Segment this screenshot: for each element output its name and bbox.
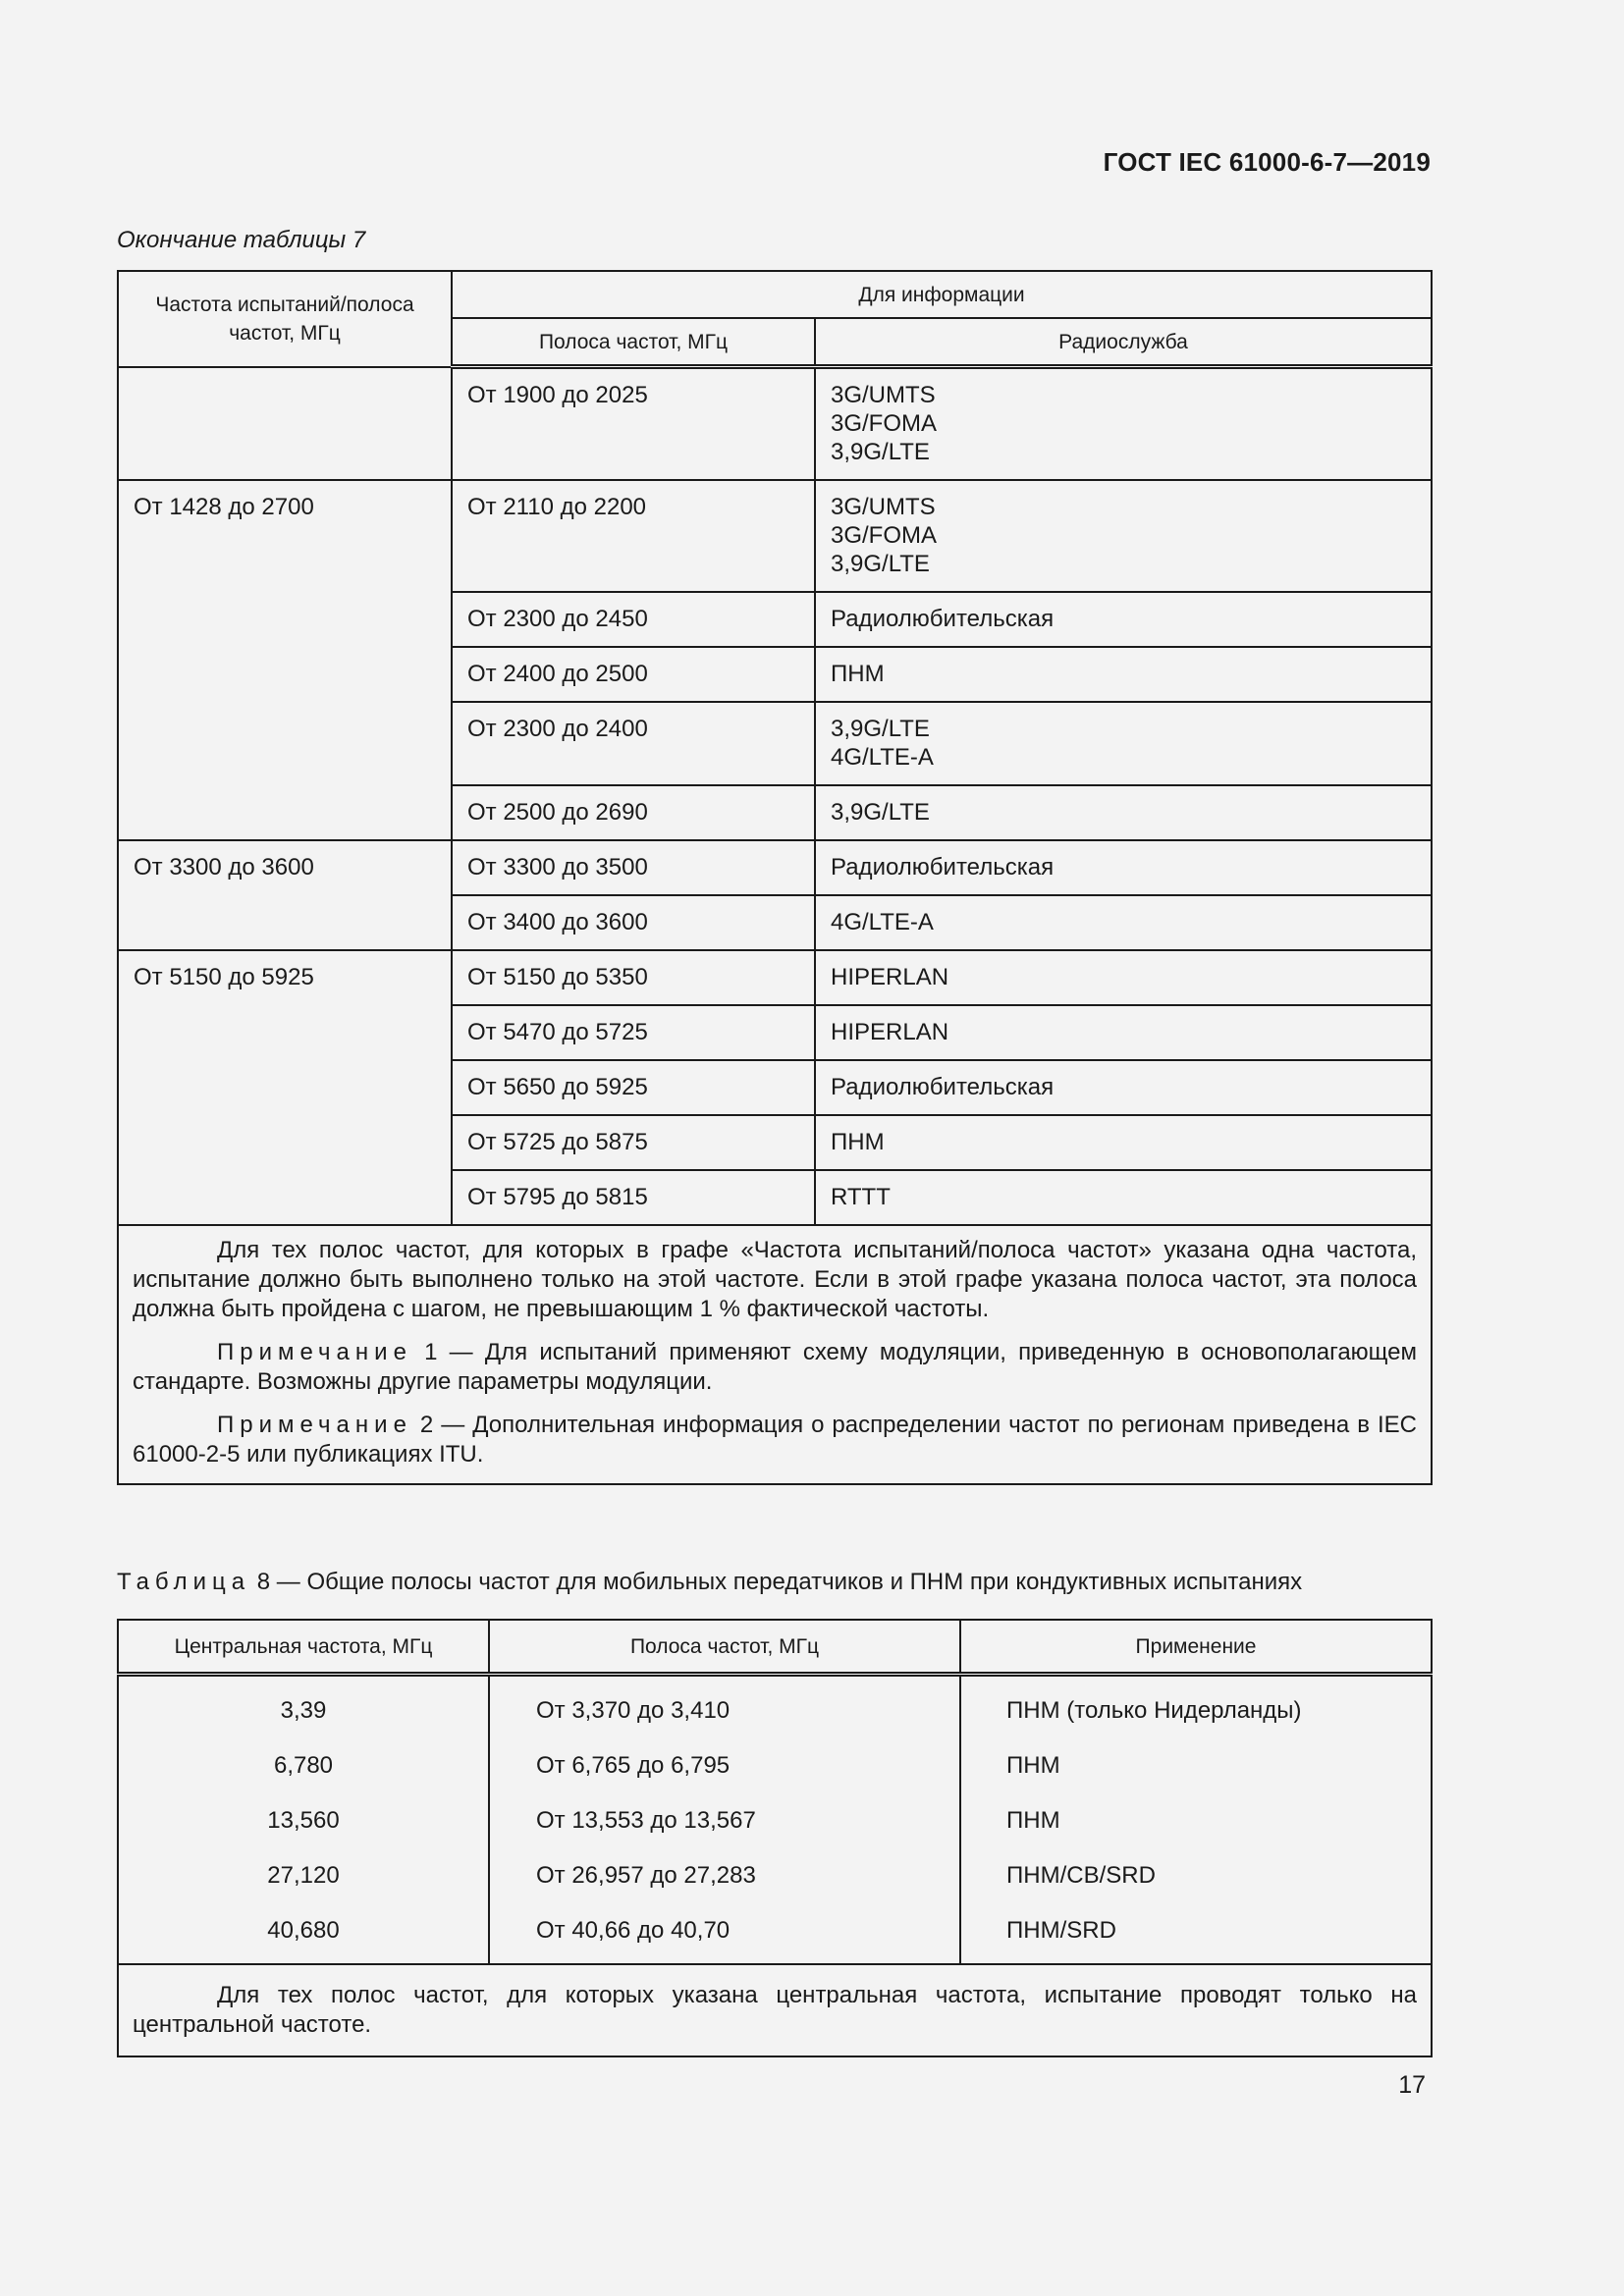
service-cell: Радиолюбительская — [815, 592, 1432, 647]
band-cell: От 3400 до 3600 — [452, 895, 815, 950]
band-cell: От 2300 до 2400 — [452, 702, 815, 785]
table8-caption-text: 8 — Общие полосы частот для мобильных передатчиков и ПНМ при кондуктивных испытаниях — [250, 1569, 1303, 1595]
band-cell: От 1900 до 2025 — [452, 367, 815, 481]
test-freq-cell: От 1428 до 2700 — [118, 480, 452, 840]
center-freq-cell: 40,680 — [118, 1902, 489, 1964]
header-for-info: Для информации — [452, 271, 1432, 318]
table-row — [118, 367, 1432, 481]
center-freq-cell: 3,39 — [118, 1675, 489, 1738]
service-cell: 3,9G/LTE — [815, 785, 1432, 840]
test-freq-cell: От 3300 до 3600 — [118, 840, 452, 950]
application-cell: ПНМ (только Нидерланды) — [960, 1675, 1432, 1738]
center-freq-cell: 6,780 — [118, 1737, 489, 1792]
band-cell: От 6,765 до 6,795 — [489, 1737, 960, 1792]
note1-text: 1 — Для испытаний применяют схему модуляции, приведенную в основополагающем стандарте. Возможны другие параметры модуляции. — [133, 1339, 1418, 1395]
header-band: Полоса частот, МГц — [489, 1620, 960, 1675]
table-row — [118, 1847, 1432, 1902]
header-test-freq: Частота испытаний/полоса частот, МГц — [118, 271, 452, 367]
band-cell: От 5650 до 5925 — [452, 1060, 815, 1115]
table-row — [118, 480, 1432, 592]
table-row — [118, 1737, 1432, 1792]
band-cell: От 3,370 до 3,410 — [489, 1675, 960, 1738]
application-cell: ПНМ — [960, 1792, 1432, 1847]
table8-caption — [117, 1569, 1302, 1596]
service-cell: HIPERLAN — [815, 950, 1432, 1005]
table8-caption-label: Таблица — [117, 1569, 251, 1595]
band-cell: От 5150 до 5350 — [452, 950, 815, 1005]
service-cell: 3G/UMTS 3G/FOMA 3,9G/LTE — [815, 480, 1432, 592]
document-header: ГОСТ IEC 61000-6-7—2019 — [1103, 147, 1431, 177]
header-application: Применение — [960, 1620, 1432, 1675]
application-cell: ПНМ/SRD — [960, 1902, 1432, 1964]
header-center-freq: Центральная частота, МГц — [118, 1620, 489, 1675]
service-cell: 3G/UMTS 3G/FOMA 3,9G/LTE — [815, 367, 1432, 481]
table8-note — [118, 1964, 1432, 2056]
table-row — [118, 1902, 1432, 1964]
band-cell: От 40,66 до 40,70 — [489, 1902, 960, 1964]
table7-notes — [118, 1225, 1432, 1484]
service-cell: 3,9G/LTE 4G/LTE-A — [815, 702, 1432, 785]
band-cell: От 2500 до 2690 — [452, 785, 815, 840]
service-cell: ПНМ — [815, 647, 1432, 702]
service-cell: RTTT — [815, 1170, 1432, 1225]
center-freq-cell: 13,560 — [118, 1792, 489, 1847]
table7-note-main: Для тех полос частот, для которых в графе «Частота испытаний/полоса частот» указана одна частота, испытание должно быть выполнено только на этой частоте. Если в этой графе указана полоса частот, эта полоса должна быть пройдена с шагом, не превышающим 1 % фактической частоты. — [133, 1237, 1418, 1322]
note2-label: Примечание — [217, 1412, 412, 1438]
application-cell: ПНМ/CB/SRD — [960, 1847, 1432, 1902]
header-band: Полоса частот, МГц — [452, 318, 815, 367]
band-cell: От 2300 до 2450 — [452, 592, 815, 647]
note1-label: Примечание — [217, 1339, 412, 1365]
band-cell: От 5470 до 5725 — [452, 1005, 815, 1060]
band-cell: От 2400 до 2500 — [452, 647, 815, 702]
service-cell: 4G/LTE-A — [815, 895, 1432, 950]
table7-caption: Окончание таблицы 7 — [117, 227, 366, 253]
page-number: 17 — [1398, 2071, 1426, 2099]
band-cell: От 5795 до 5815 — [452, 1170, 815, 1225]
table-row — [118, 840, 1432, 895]
service-cell: HIPERLAN — [815, 1005, 1432, 1060]
center-freq-cell: 27,120 — [118, 1847, 489, 1902]
table8-note-text: Для тех полос частот, для которых указана центральная частота, испытание проводят только на центральной частоте. — [133, 1982, 1417, 2038]
table-row — [118, 950, 1432, 1005]
service-cell: ПНМ — [815, 1115, 1432, 1170]
table-row — [118, 1792, 1432, 1847]
test-freq-cell — [118, 367, 452, 481]
table7-note-2 — [133, 1411, 1417, 1469]
band-cell: От 2110 до 2200 — [452, 480, 815, 592]
test-freq-cell: От 5150 до 5925 — [118, 950, 452, 1225]
application-cell: ПНМ — [960, 1737, 1432, 1792]
table7 — [117, 270, 1433, 1485]
table-row — [118, 1675, 1432, 1738]
band-cell: От 5725 до 5875 — [452, 1115, 815, 1170]
table7-note-1 — [133, 1338, 1417, 1397]
band-cell: От 3300 до 3500 — [452, 840, 815, 895]
service-cell: Радиолюбительская — [815, 1060, 1432, 1115]
note2-text: 2 — Дополнительная информация о распределении частот по регионам приведена в IEC 61000-2-5 или публикациях ITU. — [133, 1412, 1418, 1468]
service-cell: Радиолюбительская — [815, 840, 1432, 895]
band-cell: От 26,957 до 27,283 — [489, 1847, 960, 1902]
band-cell: От 13,553 до 13,567 — [489, 1792, 960, 1847]
table8 — [117, 1619, 1433, 2057]
header-service: Радиослужба — [815, 318, 1432, 367]
